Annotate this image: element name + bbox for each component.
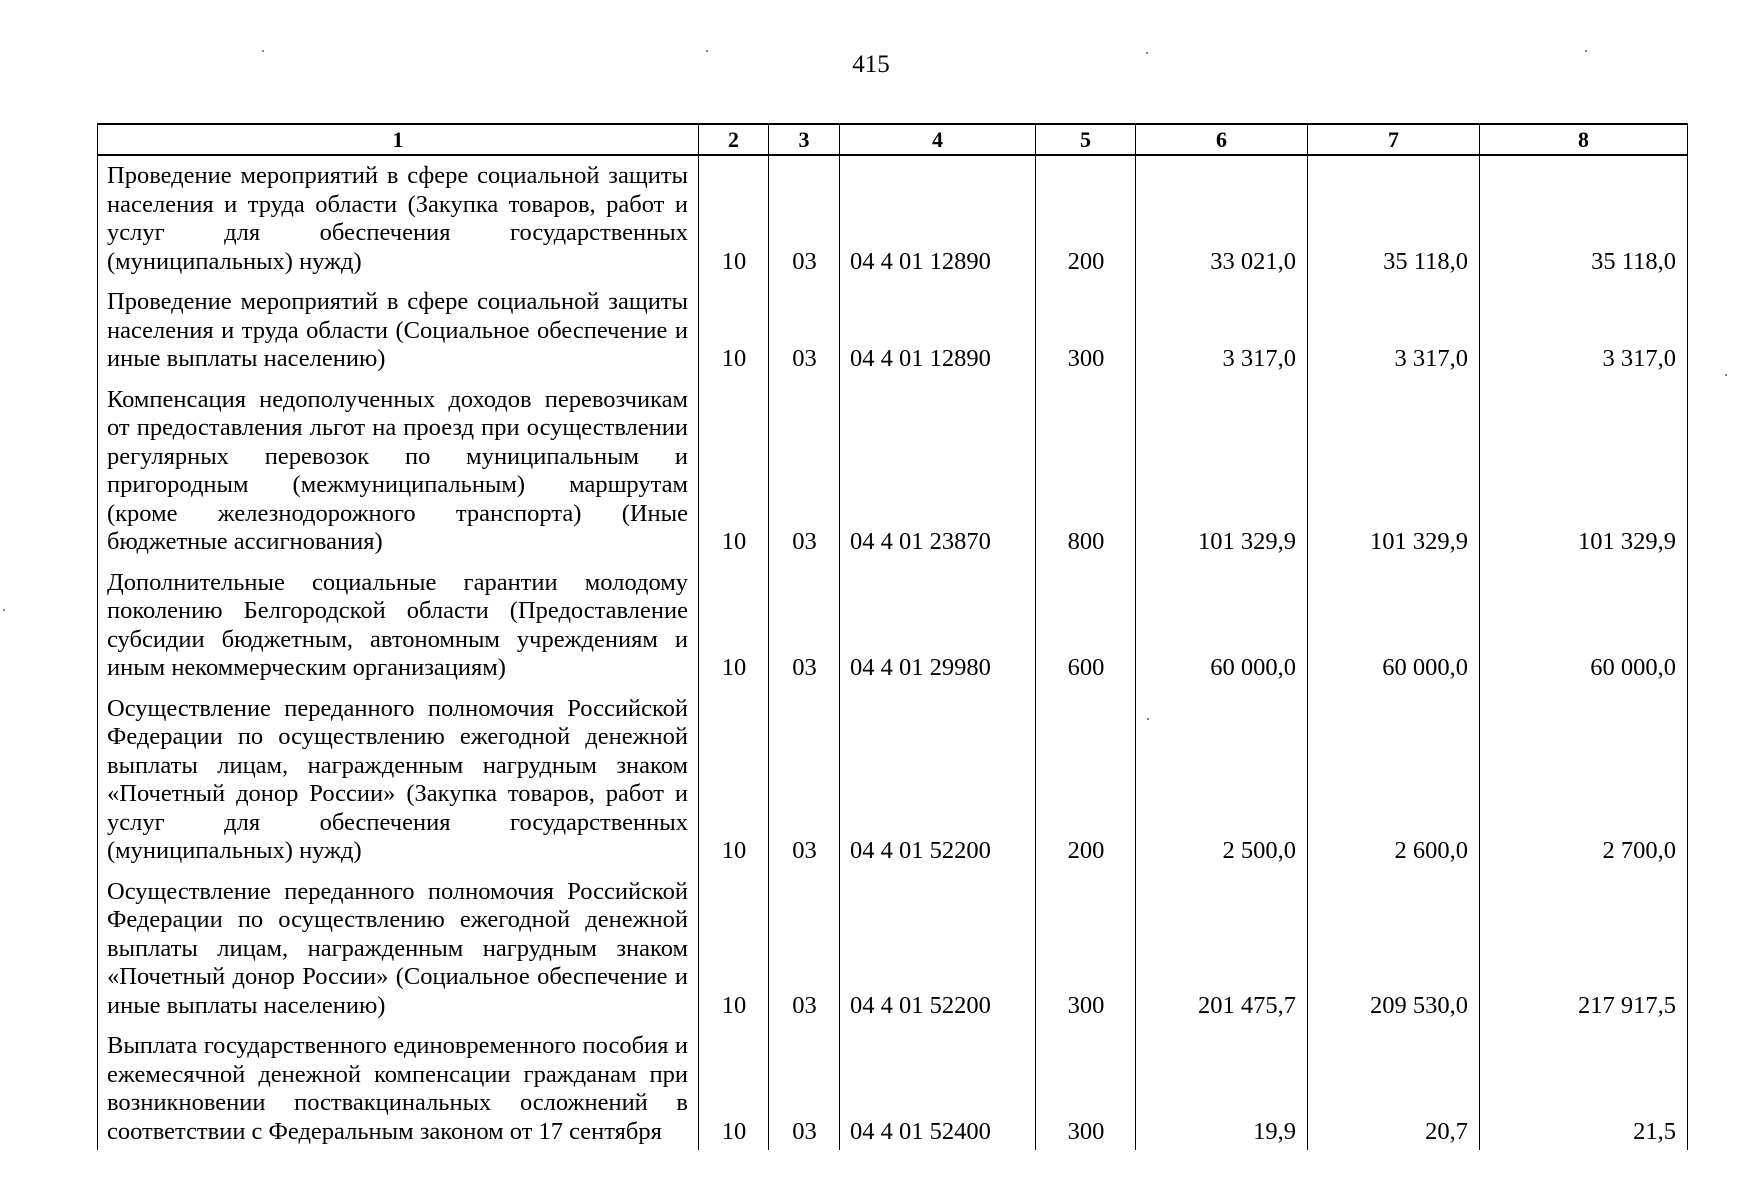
target-article-code: 04 4 01 52200 xyxy=(840,689,1036,872)
amount-col-7: 2 600,0 xyxy=(1308,689,1480,872)
subsection-code: 03 xyxy=(769,689,840,872)
expense-name: Осуществление переданного полномочия Российской Федерации по осуществлению ежегодной денежной выплаты лицам, награжденным нагрудным знаком «Почетный донор России» (Закупка товаров, работ и услуг для обеспечения государственных (муниципальных) нужд) xyxy=(98,689,699,872)
expense-type-code: 300 xyxy=(1036,872,1136,1027)
amount-col-8: 60 000,0 xyxy=(1480,563,1688,689)
column-header-3: 3 xyxy=(769,124,840,155)
target-article-code: 04 4 01 52400 xyxy=(840,1026,1036,1150)
section-code: 10 xyxy=(699,872,769,1027)
scan-speck xyxy=(706,50,708,52)
amount-col-6: 101 329,9 xyxy=(1136,380,1308,563)
amount-col-7: 35 118,0 xyxy=(1308,155,1480,282)
column-header-2: 2 xyxy=(699,124,769,155)
subsection-code: 03 xyxy=(769,380,840,563)
section-code: 10 xyxy=(699,689,769,872)
scan-speck xyxy=(1585,50,1587,52)
target-article-code: 04 4 01 29980 xyxy=(840,563,1036,689)
amount-col-7: 3 317,0 xyxy=(1308,282,1480,380)
target-article-code: 04 4 01 52200 xyxy=(840,872,1036,1027)
page-number: 415 xyxy=(852,51,890,78)
column-header-6: 6 xyxy=(1136,124,1308,155)
subsection-code: 03 xyxy=(769,563,840,689)
expense-type-code: 200 xyxy=(1036,689,1136,872)
amount-col-8: 35 118,0 xyxy=(1480,155,1688,282)
subsection-code: 03 xyxy=(769,872,840,1027)
scan-speck xyxy=(1725,374,1727,376)
subsection-code: 03 xyxy=(769,1026,840,1150)
amount-col-6: 33 021,0 xyxy=(1136,155,1308,282)
expense-type-code: 300 xyxy=(1036,282,1136,380)
amount-col-6: 2 500,0 xyxy=(1136,689,1308,872)
expense-type-code: 600 xyxy=(1036,563,1136,689)
scan-speck xyxy=(1147,718,1149,720)
amount-col-8: 101 329,9 xyxy=(1480,380,1688,563)
amount-col-8: 3 317,0 xyxy=(1480,282,1688,380)
table-row xyxy=(98,563,1688,689)
amount-col-6: 3 317,0 xyxy=(1136,282,1308,380)
amount-col-6: 60 000,0 xyxy=(1136,563,1308,689)
subsection-code: 03 xyxy=(769,282,840,380)
table-row xyxy=(98,689,1688,872)
expense-name: Компенсация недополученных доходов перевозчикам от предоставления льгот на проезд при осуществлении регулярных перевозок по муниципальным и пригородным (межмуниципальным) маршрутам (кроме железнодорожного транспорта) (Иные бюджетные ассигнования) xyxy=(98,380,699,563)
section-code: 10 xyxy=(699,282,769,380)
section-code: 10 xyxy=(699,563,769,689)
subsection-code: 03 xyxy=(769,155,840,282)
expense-name: Проведение мероприятий в сфере социальной защиты населения и труда области (Закупка товаров, работ и услуг для обеспечения государственных (муниципальных) нужд) xyxy=(98,155,699,282)
amount-col-7: 60 000,0 xyxy=(1308,563,1480,689)
amount-col-7: 209 530,0 xyxy=(1308,872,1480,1027)
amount-col-8: 2 700,0 xyxy=(1480,689,1688,872)
column-header-4: 4 xyxy=(840,124,1036,155)
amount-col-7: 101 329,9 xyxy=(1308,380,1480,563)
column-header-7: 7 xyxy=(1308,124,1480,155)
scan-speck xyxy=(1146,52,1148,54)
target-article-code: 04 4 01 23870 xyxy=(840,380,1036,563)
target-article-code: 04 4 01 12890 xyxy=(840,282,1036,380)
expense-type-code: 300 xyxy=(1036,1026,1136,1150)
scan-speck xyxy=(262,50,264,52)
expense-name: Проведение мероприятий в сфере социальной защиты населения и труда области (Социальное обеспечение и иные выплаты населению) xyxy=(98,282,699,380)
section-code: 10 xyxy=(699,1026,769,1150)
expense-type-code: 800 xyxy=(1036,380,1136,563)
amount-col-6: 201 475,7 xyxy=(1136,872,1308,1027)
table-row xyxy=(98,872,1688,1027)
expense-name: Дополнительные социальные гарантии молодому поколению Белгородской области (Предоставление субсидии бюджетным, автономным учреждениям и иным некоммерческим организациям) xyxy=(98,563,699,689)
amount-col-8: 217 917,5 xyxy=(1480,872,1688,1027)
budget-table xyxy=(97,123,1688,1150)
column-header-8: 8 xyxy=(1480,124,1688,155)
expense-name: Осуществление переданного полномочия Российской Федерации по осуществлению ежегодной денежной выплаты лицам, награжденным нагрудным знаком «Почетный донор России» (Социальное обеспечение и иные выплаты населению) xyxy=(98,872,699,1027)
table-row xyxy=(98,155,1688,282)
amount-col-8: 21,5 xyxy=(1480,1026,1688,1150)
table-row xyxy=(98,1026,1688,1150)
amount-col-6: 19,9 xyxy=(1136,1026,1308,1150)
target-article-code: 04 4 01 12890 xyxy=(840,155,1036,282)
expense-type-code: 200 xyxy=(1036,155,1136,282)
section-code: 10 xyxy=(699,155,769,282)
amount-col-7: 20,7 xyxy=(1308,1026,1480,1150)
table-row xyxy=(98,380,1688,563)
section-code: 10 xyxy=(699,380,769,563)
scan-speck xyxy=(3,609,5,611)
table-header-row xyxy=(98,124,1688,155)
table-row xyxy=(98,282,1688,380)
expense-name: Выплата государственного единовременного пособия и ежемесячной денежной компенсации гражданам при возникновении поствакцинальных осложнений в соответствии с Федеральным законом от 17 сентября xyxy=(98,1026,699,1150)
column-header-5: 5 xyxy=(1036,124,1136,155)
column-header-1: 1 xyxy=(98,124,699,155)
